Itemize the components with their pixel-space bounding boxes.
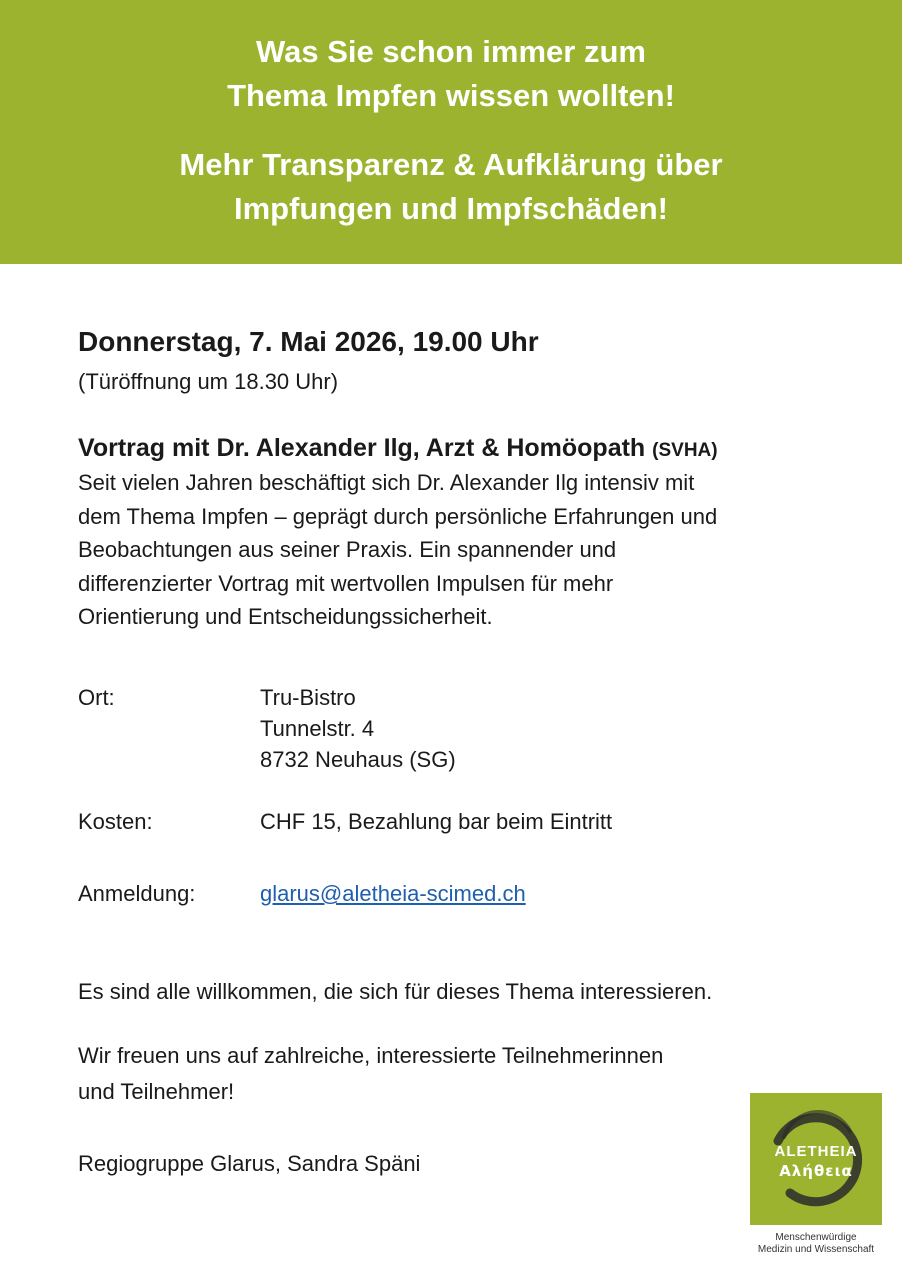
location-label: Ort:	[78, 685, 115, 710]
description-line: Seit vielen Jahren beschäftigt sich Dr. Alexander Ilg intensiv mit	[78, 470, 695, 495]
headline-line: Mehr Transparenz & Aufklärung über	[179, 147, 723, 182]
description-line: Beobachtungen aus seiner Praxis. Ein spannender und	[78, 537, 617, 562]
headline-question	[0, 30, 902, 118]
headline-line: Impfungen und Impfschäden!	[234, 191, 668, 226]
description-line: dem Thema Impfen – geprägt durch persönliche Erfahrungen und	[78, 503, 718, 529]
header-banner	[0, 0, 902, 264]
talk-description	[78, 466, 838, 634]
talk-title	[78, 430, 718, 469]
thanks-line: und Teilnehmer!	[78, 1079, 235, 1104]
registration-label: Anmeldung:	[78, 881, 196, 906]
description-line: Orientierung und Entscheidungssicherheit.	[78, 604, 493, 629]
location-address	[260, 682, 456, 775]
registration-email-link[interactable]: glarus@aletheia-scimed.ch	[260, 881, 526, 906]
door-opening-time: (Türöffnung um 18.30 Uhr)	[78, 369, 339, 394]
address-line: 8732 Neuhaus (SG)	[260, 747, 456, 772]
logo-name-greek: Αλήθεια	[779, 1162, 853, 1180]
talk-title-text: Vortrag mit Dr. Alexander Ilg, Arzt & Homöopath	[78, 434, 646, 462]
welcome-text: Es sind alle willkommen, die sich für dieses Thema interessieren.	[78, 979, 713, 1004]
signature: Regiogruppe Glarus, Sandra Späni	[78, 1151, 421, 1176]
thanks-text	[78, 1038, 663, 1110]
logo-caption-line: Menschenwürdige	[775, 1232, 857, 1243]
logo-caption-line: Medizin und Wissenschaft	[757, 1244, 875, 1255]
cost-value: CHF 15, Bezahlung bar beim Eintritt	[260, 809, 613, 834]
address-line: Tru-Bistro	[260, 685, 356, 710]
description-line: differenzierter Vortrag mit wertvollen Impulsen für mehr	[78, 570, 614, 596]
headline-promise	[0, 143, 902, 231]
aletheia-logo	[750, 1093, 882, 1225]
logo-caption	[745, 1232, 887, 1256]
talk-title-suffix: (SVHA)	[652, 440, 718, 461]
event-date: Donnerstag, 7. Mai 2026, 19.00 Uhr	[78, 326, 539, 357]
logo-name-latin: ALETHEIA	[774, 1143, 858, 1160]
headline-line: Thema Impfen wissen wollten!	[227, 78, 675, 113]
thanks-line: Wir freuen uns auf zahlreiche, interessierte Teilnehmerinnen	[78, 1043, 664, 1068]
cost-label: Kosten:	[78, 809, 153, 834]
headline-line: Was Sie schon immer zum	[256, 34, 646, 69]
address-line: Tunnelstr. 4	[260, 716, 375, 741]
